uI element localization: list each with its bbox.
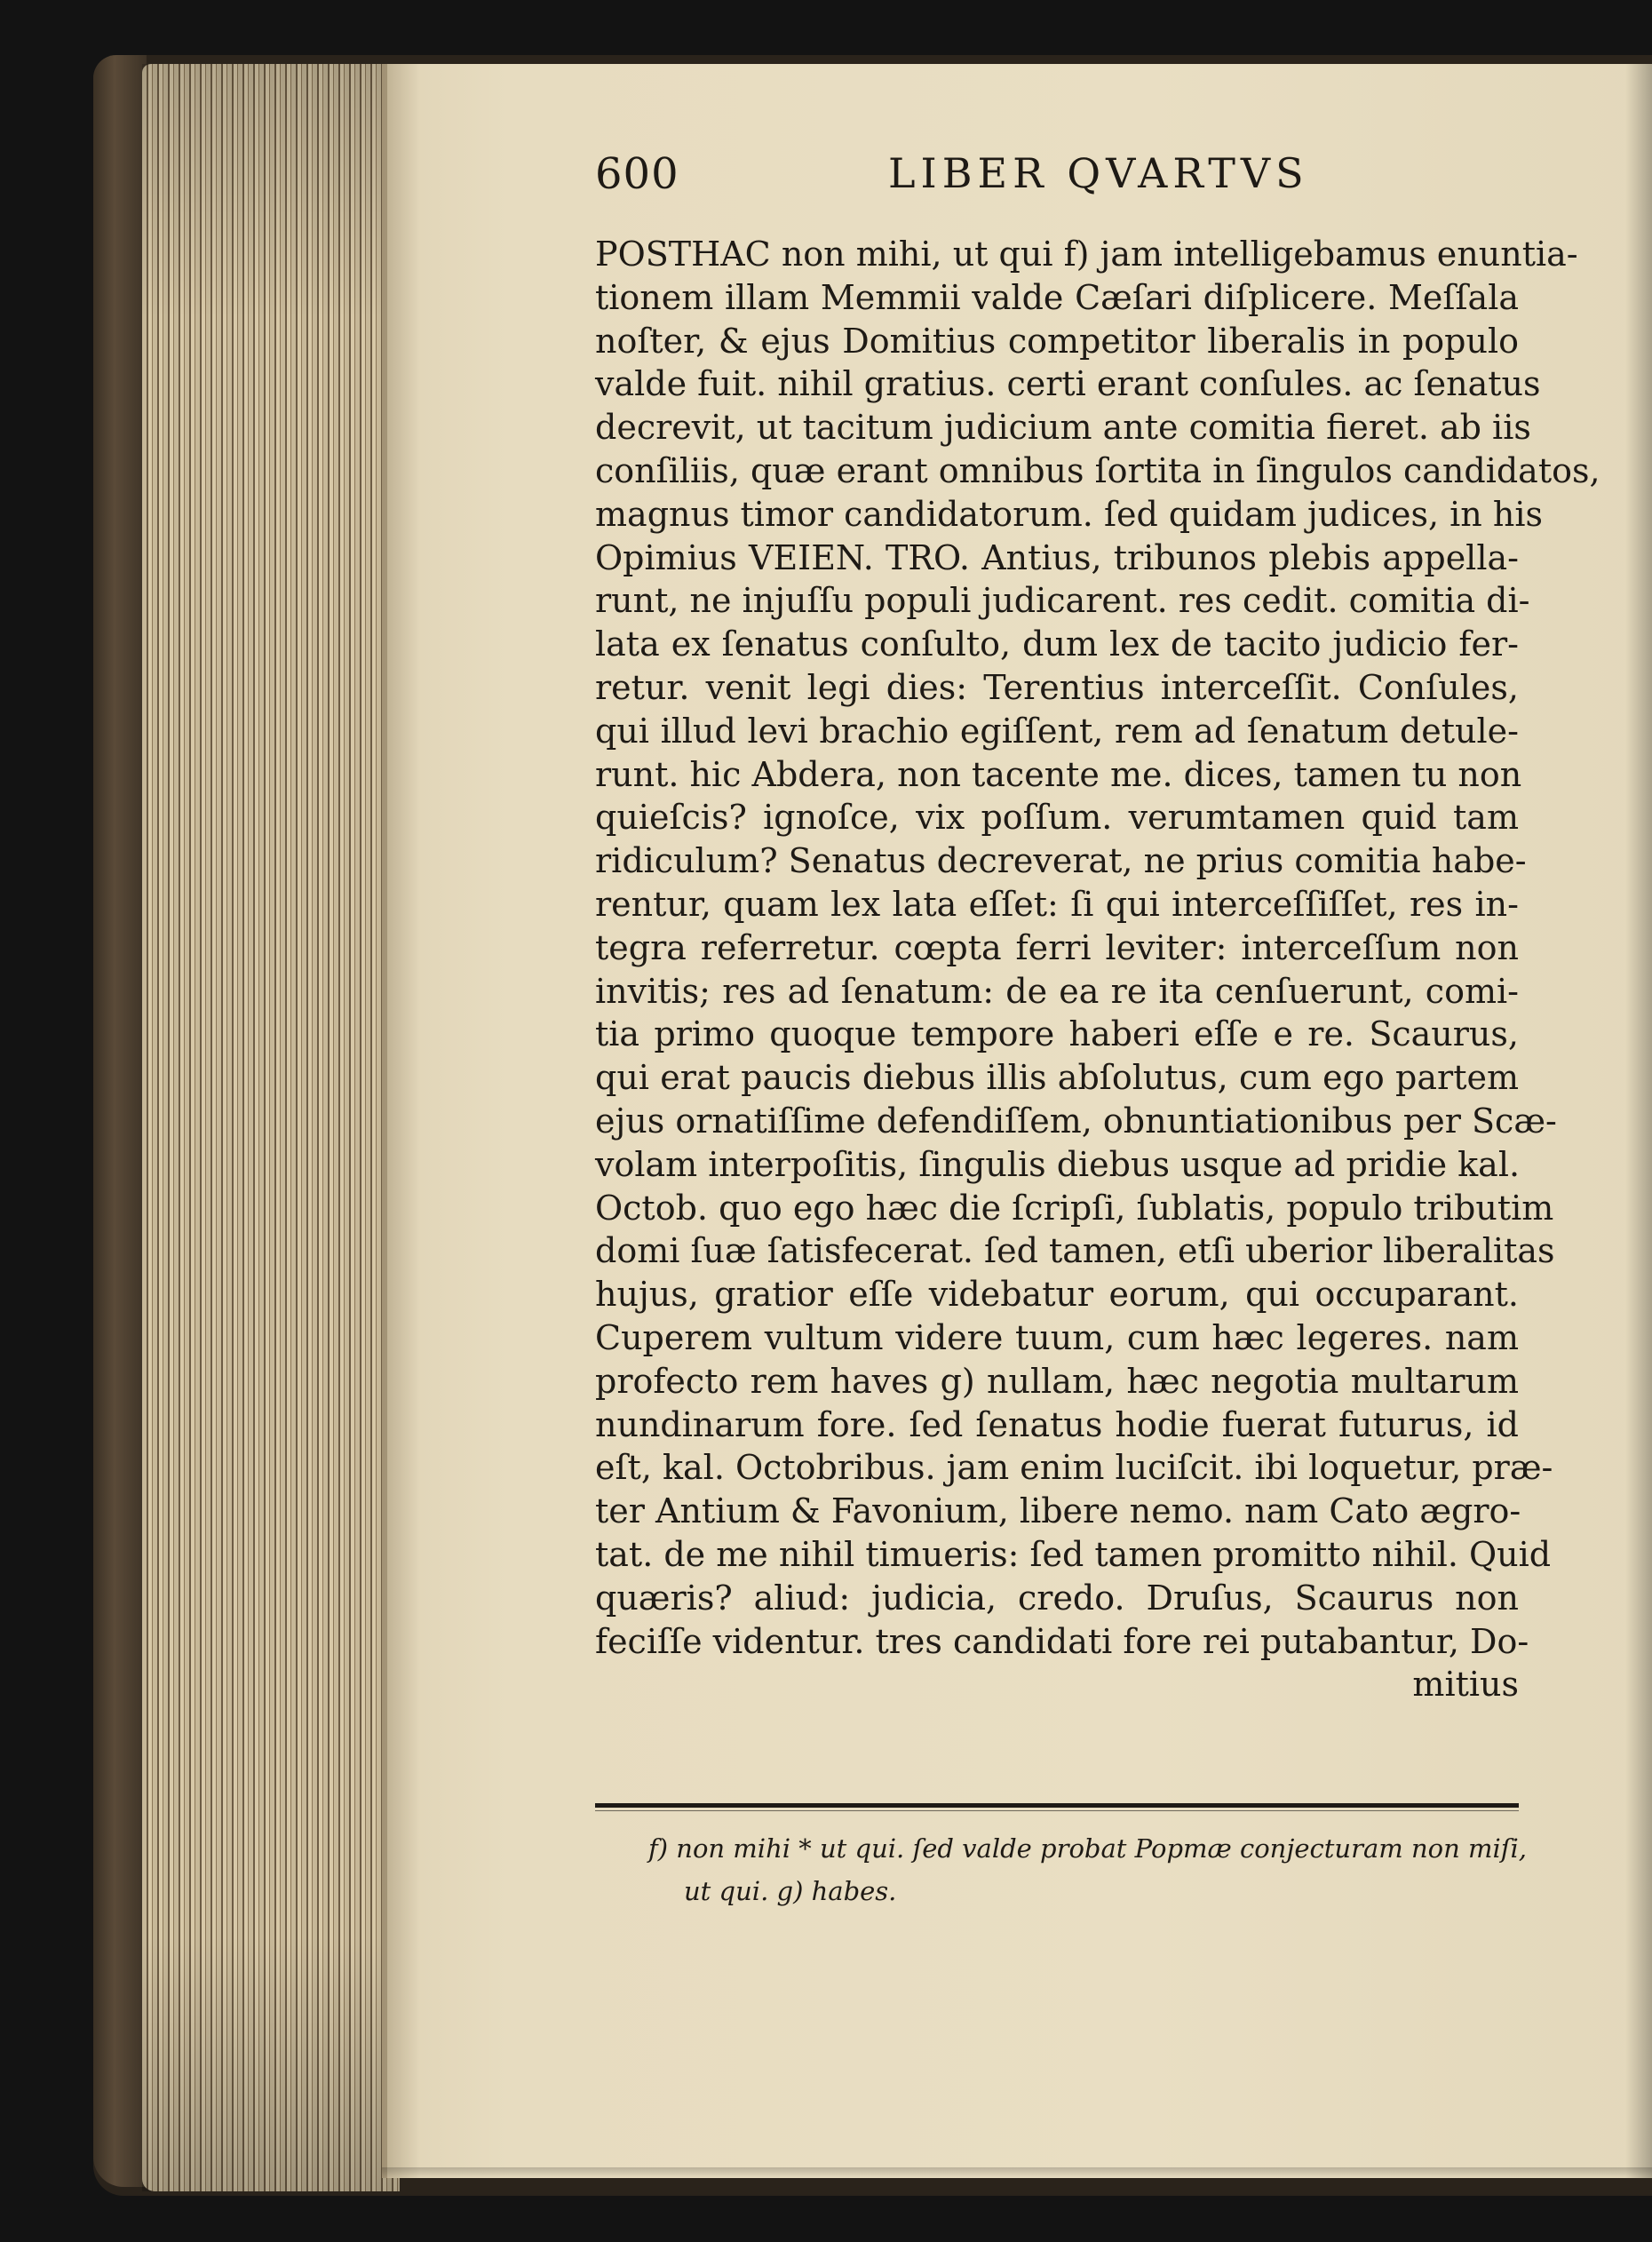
text-line: magnus timor candidatorum. ſed quidam judices, in his	[595, 494, 1543, 534]
book-page	[382, 64, 1652, 2178]
text-line: volam interpoſitis, ſingulis diebus usque ad pridie kal.	[595, 1144, 1521, 1184]
text-line: runt. hic Abdera, non tacente me. dices, tamen tu non	[595, 754, 1522, 794]
text-line: decrevit, ut tacitum judicium ante comitia fieret. ab iis	[595, 408, 1531, 448]
text-line: retur. venit legi dies: Terentius interceſſit. Conſules,	[595, 667, 1519, 707]
text-line: Opimius VEIEN. TRO. Antius, tribunos plebis appella-	[595, 537, 1519, 577]
text-line: tionem illam Memmii valde Cæſari diſplicere. Meſſala	[595, 277, 1519, 317]
text-line: hujus, gratior eſſe videbatur eorum, qui occuparant.	[595, 1275, 1519, 1315]
text-line: qui erat paucis diebus illis abſolutus, cum ego partem	[595, 1058, 1519, 1098]
text-line: quieſcis? ignoſce, vix poſſum. verumtamen quid tam	[595, 798, 1519, 838]
text-line: tegra referretur. cœpta ferri leviter: interceſſum non	[595, 927, 1519, 967]
footnote-line: f) non mihi * ut qui. ſed valde probat Popmæ conjecturam non miſi,	[648, 1833, 1527, 1864]
text-line: POSTHAC non mihi, ut qui f) jam intelligebamus enuntia-	[595, 235, 1578, 274]
text-line: ter Antium & Favonium, libere nemo. nam Cato ægro-	[595, 1491, 1521, 1531]
text-line: Octob. quo ego hæc die ſcripſi, ſublatis, populo tributim	[595, 1188, 1554, 1228]
text-line: eſt, kal. Octobribus. jam enim luciſcit. ibi loquetur, præ-	[595, 1448, 1553, 1488]
text-line: qui illud levi brachio egiſſent, rem ad ſenatum detule-	[595, 711, 1519, 751]
text-line: invitis; res ad ſenatum: de ea re ita cenſuerunt, comi-	[595, 971, 1519, 1011]
text-line: lata ex ſenatus conſulto, dum lex de tacito judicio fer-	[595, 624, 1519, 664]
catchword: mitius	[1412, 1665, 1519, 1705]
footnote-line: ut qui. g) habes.	[684, 1876, 897, 1906]
page-right-shadow	[1625, 64, 1652, 2178]
text-line: rentur, quam lex lata eſſet: ſi qui interceſſiſſet, res in-	[595, 884, 1519, 924]
running-title: LIBER QVARTVS	[888, 149, 1309, 197]
text-line: quæris? aliud: judicia, credo. Druſus, Scaurus non	[595, 1578, 1519, 1618]
text-line: Cuperem vultum videre tuum, cum hæc legeres. nam	[595, 1317, 1519, 1357]
text-line: feciſſe videntur. tres candidati fore rei putabantur, Do-	[595, 1621, 1529, 1661]
text-line: noſter, & ejus Domitius competitor liberalis in populo	[595, 321, 1519, 361]
text-line: nundinarum fore. ſed ſenatus hodie fuerat futurus, id	[595, 1404, 1519, 1444]
text-line: tia primo quoque tempore haberi eſſe e re. Scaurus,	[595, 1014, 1519, 1054]
footnote-rule	[595, 1803, 1519, 1808]
text-line: profecto rem haves g) nullam, hæc negotia multarum	[595, 1361, 1519, 1401]
text-line: ejus ornatiſſime defendiſſem, obnuntiationibus per Scæ-	[595, 1101, 1557, 1141]
page-edges-shadow	[142, 64, 400, 2191]
main-text	[595, 233, 1600, 1706]
text-line: tat. de me nihil timueris: ſed tamen promitto nihil. Quid	[595, 1534, 1552, 1574]
footnotes	[648, 1827, 1537, 1912]
text-line: conſiliis, quæ erant omnibus ſortita in ſingulos candidatos,	[595, 450, 1600, 490]
text-line: ridiculum? Senatus decreverat, ne prius comitia habe-	[595, 841, 1527, 881]
text-line: domi ſuæ ſatisfecerat. ſed tamen, etſi uberior liberalitas	[595, 1231, 1555, 1271]
page-bottom-shadow	[382, 2167, 1652, 2178]
text-line: runt, ne injuſſu populi judicarent. res cedit. comitia di-	[595, 581, 1530, 621]
page-number: 600	[595, 149, 679, 199]
footnote-rule-thin	[595, 1810, 1519, 1811]
book-spine-edge	[93, 55, 147, 2187]
running-head	[382, 149, 1652, 211]
text-line: valde fuit. nihil gratius. certi erant conſules. ac ſenatus	[595, 364, 1541, 404]
gutter-line	[382, 64, 387, 2178]
